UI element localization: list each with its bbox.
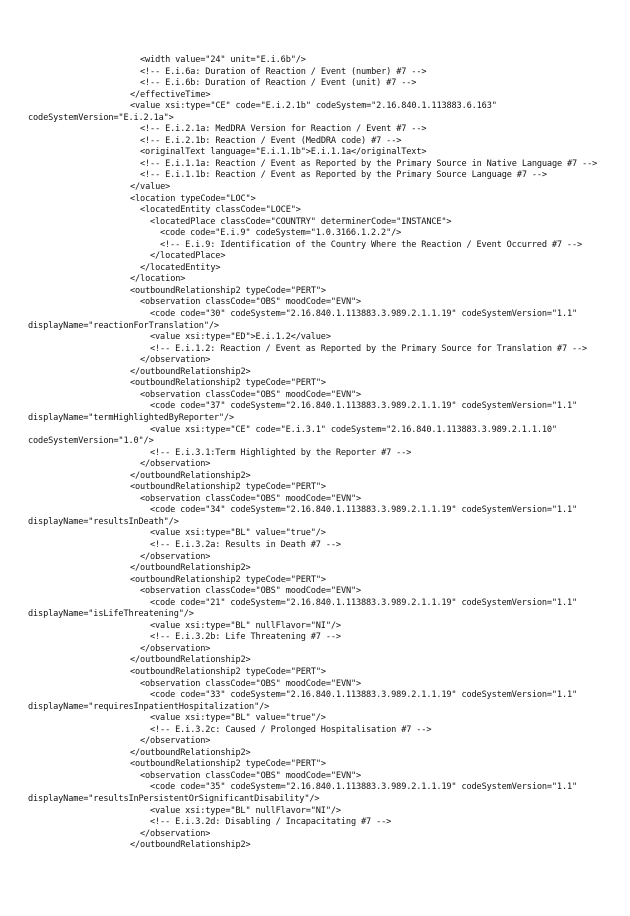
- code-line: <location typeCode="LOC">: [130, 193, 256, 204]
- code-line: <outboundRelationship2 typeCode="PERT">: [130, 378, 326, 389]
- code-line: <!-- E.i.1.1b: Reaction / Event as Reported by the Primary Source Language #7 -->: [140, 170, 547, 181]
- code-line: </locatedEntity>: [140, 262, 221, 273]
- code-line: <observation classCode="OBS" moodCode="EVN">: [140, 389, 362, 400]
- code-line: <outboundRelationship2 typeCode="PERT">: [130, 666, 326, 677]
- code-line: <observation classCode="OBS" moodCode="EVN">: [140, 678, 362, 689]
- code-line: </outboundRelationship2>: [130, 366, 251, 377]
- code-line: <locatedPlace classCode="COUNTRY" determinerCode="INSTANCE">: [150, 216, 452, 227]
- code-line: </locatedPlace>: [150, 251, 226, 262]
- code-line: </outboundRelationship2>: [130, 747, 251, 758]
- code-line: <!-- E.i.3.1:Term Highlighted by the Reporter #7 -->: [150, 447, 412, 458]
- code-line: <!-- E.i.3.2b: Life Threatening #7 -->: [150, 632, 341, 643]
- code-line: <value xsi:type="BL" nullFlavor="NI"/>: [150, 620, 341, 631]
- code-line: <code code="35" codeSystem="2.16.840.1.113883.3.989.2.1.1.19" codeSystemVersion="1.1": [150, 782, 578, 793]
- code-line: displayName="resultsInDeath"/>: [28, 516, 179, 527]
- code-line: </observation>: [140, 551, 211, 562]
- code-line: <!-- E.i.1.1a: Reaction / Event as Reported by the Primary Source in Native Language #7 -->: [140, 158, 598, 169]
- code-line: <outboundRelationship2 typeCode="PERT">: [130, 759, 326, 770]
- code-line: <code code="21" codeSystem="2.16.840.1.113883.3.989.2.1.1.19" codeSystemVersion="1.1": [150, 597, 578, 608]
- code-line: <!-- E.i.6a: Duration of Reaction / Event (number) #7 -->: [140, 66, 427, 77]
- code-line: <!-- E.i.2.1a: MedDRA Version for Reaction / Event #7 -->: [140, 124, 427, 135]
- code-line: </observation>: [140, 828, 211, 839]
- code-line: <observation classCode="OBS" moodCode="EVN">: [140, 586, 362, 597]
- code-line: <code code="33" codeSystem="2.16.840.1.113883.3.989.2.1.1.19" codeSystemVersion="1.1": [150, 690, 578, 701]
- code-line: displayName="resultsInPersistentOrSignificantDisability"/>: [28, 794, 320, 804]
- code-line: <value xsi:type="BL" value="true"/>: [150, 713, 326, 724]
- code-line: </effectiveTime>: [130, 89, 211, 100]
- code-line: <value xsi:type="BL" value="true"/>: [150, 528, 326, 539]
- code-line: displayName="isLifeThreatening"/>: [28, 609, 194, 620]
- code-line: <!-- E.i.6b: Duration of Reaction / Event (unit) #7 -->: [140, 78, 417, 89]
- code-line: <value xsi:type="ED">E.i.1.2</value>: [150, 332, 331, 343]
- code-line: <!-- E.i.2.1b: Reaction / Event (MedDRA code) #7 -->: [140, 135, 402, 146]
- code-line: <value xsi:type="BL" nullFlavor="NI"/>: [150, 805, 341, 816]
- code-line: </observation>: [140, 736, 211, 747]
- code-line: </location>: [130, 274, 186, 285]
- code-line: </observation>: [140, 459, 211, 470]
- code-line: <!-- E.i.3.2d: Disabling / Incapacitating #7 -->: [150, 817, 392, 828]
- code-line: <locatedEntity classCode="LOCE">: [140, 205, 301, 216]
- code-line: </outboundRelationship2>: [130, 840, 251, 851]
- code-line: <outboundRelationship2 typeCode="PERT">: [130, 482, 326, 493]
- code-line: displayName="termHighlightedByReporter"/>: [28, 412, 234, 423]
- code-line: </outboundRelationship2>: [130, 655, 251, 666]
- code-line: </outboundRelationship2>: [130, 470, 251, 481]
- code-line: <value xsi:type="CE" code="E.i.3.1" codeSystem="2.16.840.1.113883.3.989.2.1.1.10": [150, 424, 557, 435]
- code-line: <observation classCode="OBS" moodCode="EVN">: [140, 770, 362, 781]
- code-line: codeSystemVersion="E.i.2.1a">: [28, 112, 174, 123]
- code-line: codeSystemVersion="1.0"/>: [28, 436, 154, 447]
- xml-code-listing: [0, 55, 597, 852]
- code-line: displayName="reactionForTranslation"/>: [28, 320, 219, 331]
- code-line: <outboundRelationship2 typeCode="PERT">: [130, 285, 326, 296]
- code-line: <observation classCode="OBS" moodCode="EVN">: [140, 493, 362, 504]
- code-line: <!-- E.i.1.2: Reaction / Event as Reported by the Primary Source for Translation #7 -->: [150, 343, 588, 354]
- code-line: <code code="37" codeSystem="2.16.840.1.113883.3.989.2.1.1.19" codeSystemVersion="1.1": [150, 401, 578, 412]
- code-line: <!-- E.i.3.2c: Caused / Prolonged Hospitalisation #7 -->: [150, 724, 432, 735]
- code-line: <outboundRelationship2 typeCode="PERT">: [130, 574, 326, 585]
- code-line: <width value="24" unit="E.i.6b"/>: [140, 55, 306, 65]
- code-line: <code code="30" codeSystem="2.16.840.1.113883.3.989.2.1.1.19" codeSystemVersion="1.1": [150, 309, 578, 320]
- code-line: <!-- E.i.9: Identification of the Country Where the Reaction / Event Occurred #7 -->: [160, 239, 583, 250]
- code-line: </observation>: [140, 355, 211, 366]
- code-line: </value>: [130, 182, 171, 193]
- code-line: <value xsi:type="CE" code="E.i.2.1b" codeSystem="2.16.840.1.113883.6.163": [130, 101, 497, 112]
- code-line: </outboundRelationship2>: [130, 563, 251, 574]
- code-line: displayName="requiresInpatientHospitalization"/>: [28, 701, 270, 712]
- code-line: <!-- E.i.3.2a: Results in Death #7 -->: [150, 539, 341, 550]
- code-line: <code code="E.i.9" codeSystem="1.0.3166.1.2.2"/>: [160, 228, 402, 239]
- code-line: </observation>: [140, 643, 211, 654]
- code-line: <originalText language="E.i.1.1b">E.i.1.1a</originalText>: [140, 147, 427, 158]
- code-line: <code code="34" codeSystem="2.16.840.1.113883.3.989.2.1.1.19" codeSystemVersion="1.1": [150, 505, 578, 516]
- code-line: <observation classCode="OBS" moodCode="EVN">: [140, 297, 362, 308]
